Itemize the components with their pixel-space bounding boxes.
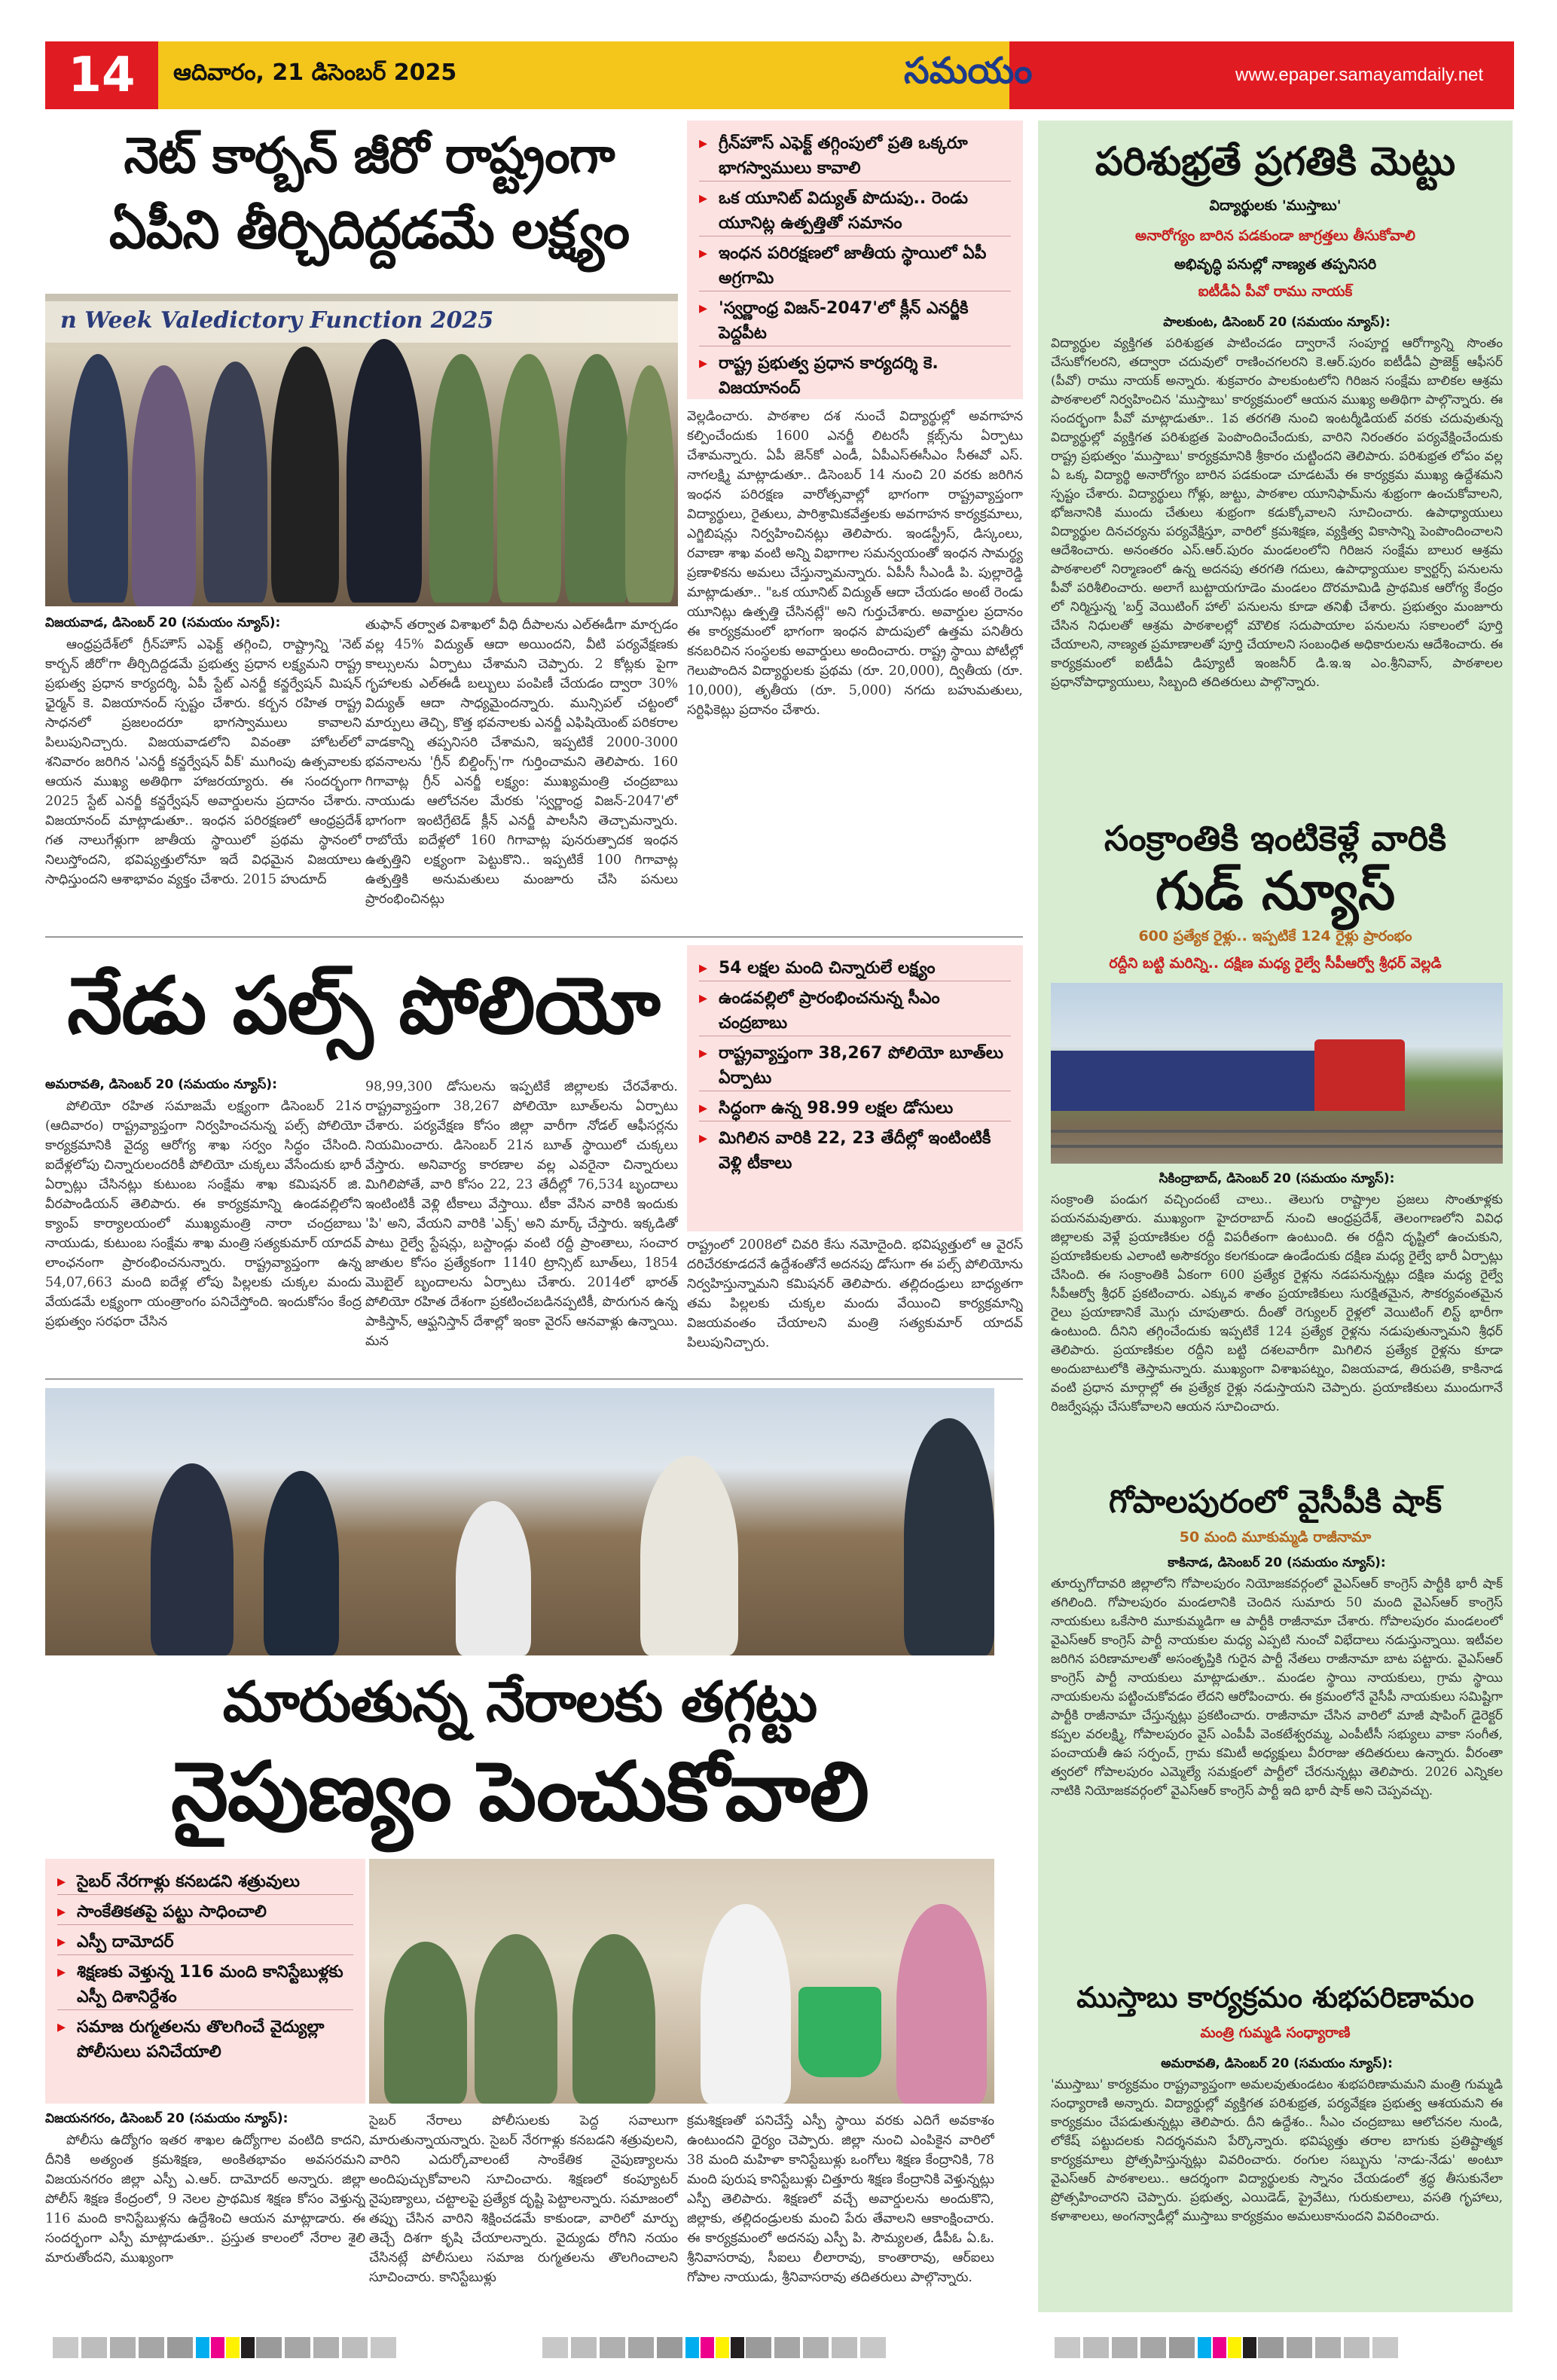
person-figure xyxy=(904,1418,994,1655)
train-engine xyxy=(1314,1039,1405,1111)
grey-patch xyxy=(371,2337,396,2358)
grey-patch xyxy=(167,2337,193,2358)
grey-patch xyxy=(256,2337,282,2358)
grey-patch xyxy=(1287,2337,1312,2358)
right-story4-headline: ముస్తాబు కార్యక్రమం శుభపరిణామం xyxy=(1076,1981,1474,2014)
right-story2-headline: గుడ్ న్యూస్ xyxy=(1155,860,1396,922)
grey-patch xyxy=(1258,2337,1284,2358)
right-story1-sub1: విద్యార్థులకు 'ముస్తాబు' xyxy=(1209,197,1342,214)
cmyk-patch xyxy=(1243,2337,1256,2358)
highlight-item: ▸ ఒక యూనిట్ విద్యుత్ పొదుపు.. రెండు యూనిట్ల ఉత్పత్తితో సమానం xyxy=(699,186,1011,236)
right-story2-sub1: 600 ప్రత్యేక రైళ్లు.. ఇప్పటికే 124 రైళ్లు ప్రారంభం xyxy=(1138,928,1412,944)
right-story1-body: విద్యార్థుల వ్యక్తిగత పరిశుభ్రత పాటించడం ద్వారానే సంపూర్ణ ఆరోగ్యాన్ని సొంతం చేసుకోగలరని, తద్వారా చదువులో రాణించగలరని కె.ఆర్.పురం ఐటీడీఏ ప్రాజెక్ట్ ఆఫీసర్ (పీవో) రాము నాయక్ అన్నారు. శుక్రవారం పాలకుంటలోని గిరిజన సంక్షేమ బాలికల ఆశ్రమ పాఠశాలలో నిర్వహించిన 'ముస్తాబు' కార్యక్రమంలో ఆయన ముఖ్య అతిథిగా పాల్గొన్నారు. ఈ సందర్భంగా పీవో మాట్లాడుతూ.. 1వ తరగతి నుంచి ఇంటర్మీడియట్ వరకు చదువుతున్న విద్యార్థుల్లో వ్యక్తిగత పరిశుభ్రత పెంపొందించేందుకు, వారిని నిరంతరం పర్యవేక్షించేందుకు రాష్ట్ర ప్రభుత్వం 'ముస్తాబు' కార్యక్రమానికి శ్రీకారం చుట్టిందని తెలిపారు. పరిశుభ్రత లోపం వల్ల ఏ ఒక్క విద్యార్థి అనారోగ్యం బారిన పడకుండా చూడటమే ఈ కార్యక్రమ ముఖ్య ఉద్దేశమని స్పష్టం చేశారు. విద్యార్థులు గోళ్లు, జుట్టు, పాఠశాల యూనిఫామ్‌ను శుభ్రంగా ఉంచుకోవాలని, భోజనానికి ముందు చేతులు శుభ్రంగా కడుక్కోవాలని సూచించారు. ఉపాధ్యాయులు విద్యార్థుల దినచర్యను పర్యవేక్షిస్తూ, వారిలో క్రమశిక్షణ, వ్యక్తిత్వ వికాసాన్ని పెంపొందించాలని ఆదేశించారు. అనంతరం ఎస్.ఆర్.పురం మండలంలోని గిరిజన సంక్షేమ బాలుర ఆశ్రమ పాఠశాలలో నిర్మాణంలో ఉన్న అదనపు తరగతి గదులు, ఉపాధ్యాయుల క్వార్టర్స్ పనులను పీవో పరిశీలించారు. అలాగే బుట్టాయగూడెం మండలం దొరమామిడి ప్రాథమిక ఆరోగ్య కేంద్రం లో నిర్మిస్తున్న 'బర్త్ వెయిటింగ్ హాల్' పనులను కూడా తనిఖీ చేశారు. ప్రభుత్వం మంజూరు చేసిన నిధులతో ఆశ్రమ పాఠశాలల్లో మౌలిక సదుపాయాల పనులను సకాలంలో పూర్తి చేయాలని, నాణ్యత ప్రమాణాలతో పూర్తి చేయాలని సంబంధిత అధికారులను ఆదేశించారు. ఈ కార్యక్రమంలో ఐటీడీఏ డిప్యూటీ ఇంజనీర్ డి.ఇ.ఇ ఎం.శ్రీనివాస్, పాఠశాలల ప్రధానోపాధ్యాయులు, సిబ్బంది తదితరులు పాల్గొన్నారు. xyxy=(1051,336,1503,690)
highlight-item: ▸ ఇంధన పరిరక్షణలో జాతీయ స్థాయిలో ఏపీ అగ్రగామి xyxy=(699,241,1011,291)
right-story2-kicker: సంక్రాంతికి ఇంటికెళ్లే వారికి xyxy=(1104,818,1447,859)
right-story2-dateline: సికింద్రాబాద్, డిసెంబర్ 20 (సమయం న్యూస్): xyxy=(1159,1171,1395,1186)
story2-highlights xyxy=(687,945,1023,1231)
right-story3-headline: గోపాలపురంలో వైసీపీకి షాక్ xyxy=(1108,1483,1443,1520)
section-divider xyxy=(45,936,1023,938)
grey-patch xyxy=(53,2337,78,2358)
right-story2-body: సంక్రాంతి పండుగ వచ్చిందంటే చాలు.. తెలుగు రాష్ట్రాల ప్రజలు సొంతూళ్లకు పయనమవుతారు. ముఖ్యంగా హైదరాబాద్ నుంచి ఆంధ్రప్రదేశ్, తెలంగాణలోని వివిధ జిల్లాలకు వెళ్లే ప్రయాణికుల రద్దీ విపరీతంగా ఉంటుంది. ఈ రద్దీని దృష్టిలో ఉంచుకుని, ప్రయాణికులకు ఎలాంటి అసౌకర్యం కలగకుండా ఉండేందుకు దక్షిణ మధ్య రైల్వే భారీ ఏర్పాట్లు చేసింది. ఈ సంక్రాంతికి ఏకంగా 600 ప్రత్యేక రైళ్లను నడపనున్నట్లు దక్షిణ మధ్య రైల్వే సీపీఆర్వో శ్రీధర్ ప్రకటించారు. ఎక్కువ శాతం ప్రయాణికులు సురక్షితమైన, సౌకర్యవంతమైన రైలు ప్రయాణానికే మొగ్గు చూపుతారు. దీంతో రెగ్యులర్ రైళ్లలో వెయిటింగ్ లిస్ట్ భారీగా ఉంటుంది. దీనిని తగ్గించేందుకు ఇప్పటికే 124 ప్రత్యేక రైళ్లను నడుపుతున్నామని శ్రీధర్ తెలిపారు. ప్రయాణికుల రద్దీని బట్టి దశలవారీగా మిగిలిన ప్రత్యేక రైళ్లను కూడా అందుబాటులోకి తెస్తామన్నారు. ముఖ్యంగా విశాఖపట్నం, విజయవాడ, తిరుపతి, కాకినాడ వంటి ప్రధాన మార్గాల్లో ఈ ప్రత్యేక రైళ్లు నడుస్తాయని చెప్పారు. ప్రయాణికులు ముందుగానే రిజర్వేషన్లు చేసుకోవాలని ఆయన సూచించారు. xyxy=(1051,1192,1503,1414)
grey-patch xyxy=(1344,2337,1369,2358)
story3-headline-line1: మారుతున్న నేరాలకు తగ్గట్టు xyxy=(222,1670,817,1735)
grey-patch xyxy=(342,2337,368,2358)
story2-column-3: రాష్ట్రంలో 2008లో చివరి కేసు నమోదైంది. భవిష్యత్తులో ఆ వైరస్ దరిచేరకూడదనే ఉద్దేశంతోనే అదనపు డోసుగా ఈ పల్స్ పోలియోను నిర్వహిస్తున్నామని కమిషనర్ తెలిపారు. తల్లిదండ్రులు బాధ్యతగా తమ పిల్లలకు చుక్కల మందు వేయించి కార్యక్రమాన్ని విజయవంతం చేయాలని మంత్రి సత్యకుమార్ యాదవ్ పిలుపునిచ్చారు. xyxy=(687,1237,1023,1350)
cmyk-patch xyxy=(701,2337,714,2358)
story3-dateline: విజయనగరం, డిసెంబర్ 20 (సమయం న్యూస్): xyxy=(45,2111,289,2126)
grey-patch xyxy=(285,2337,310,2358)
person-figure xyxy=(625,365,674,603)
right-story3-dateline: కాకినాడ, డిసెంబర్ 20 (సమయం న్యూస్): xyxy=(1168,1555,1386,1570)
cmyk-patch xyxy=(1198,2337,1211,2358)
highlight-item: ▸ 54 లక్షల మంది చిన్నారులే లక్ష్యం xyxy=(699,956,1011,981)
grey-patch xyxy=(860,2337,886,2358)
highlight-item: ▸ సాంకేతికతపై పట్టు సాధించాలి xyxy=(57,1899,353,1925)
story1-headline-line1: నెట్ కార్బన్ జీరో రాష్ట్రంగా xyxy=(124,127,615,185)
story3-column-3: క్రమశిక్షణతో పనిచేస్తే ఎస్పీ స్థాయి వరకు ఎదిగే అవకాశం ఉంటుందని ధైర్యం చెప్పారు. జిల్లా నుంచి ఎంపికైన వారిలో 38 మంది మహిళా కానిస్టేబుళ్లు ఒంగోలు శిక్షణ కేంద్రానికి, 78 మంది పురుష కానిస్టేబుళ్లు చిత్తూరు శిక్షణ కేంద్రానికి వెళ్తున్నట్లు ఎస్పీ తెలిపారు. శిక్షణలో వచ్చే అవార్డులను అందుకొని, జిల్లాకు, తల్లిదండ్రులకు మంచి పేరు తేవాలని ఆకాంక్షించారు. ఈ కార్యక్రమంలో అదనపు ఎస్పీ పి. సౌమ్యలత, డీపీఓ ఏ.ఓ. శ్రీనివాసరావు, సీఐలు లీలారావు, కాంతారావు, ఆర్ఐలు గోపాల నాయుడు, శ్రీనివాసరావు తదితరులు పాల్గొన్నారు. xyxy=(687,2113,994,2285)
story1-column-2: తుఫాన్ తర్వాత విశాఖలో వీధి దీపాలను ఎల్ఈడీగా మార్చడం వల్ల 45% విద్యుత్ ఆదా అయిందని, వీటి పర్యవేక్షణకు కాల్సులను ఏర్పాటు చేశామని చెప్పారు. 2 కోట్లకు పైగా గృహాలకు ఎల్ఈడీ బల్బులు పంపిణీ చేయడం ద్వారా 30% విద్యుత్ ఆదా సాధ్యమైందన్నారు. మున్సిపల్ చట్టంలో మార్పులు తెచ్చి, కొత్త భవనాలకు ఎనర్జీ ఎఫిషియెంట్ పరికరాల వాడకాన్ని తప్పనిసరి చేశామని, ఇప్పటికే 2000-3000 భవనాలను 'గ్రీన్ బిల్డింగ్స్'గా గుర్తించామని తెలిపారు. 160 గిగావాట్ల గ్రీన్ ఎనర్జీ లక్ష్యం: ముఖ్యమంత్రి చంద్రబాబు నాయుడు ఆలోచనల మేరకు 'స్వర్ణాంధ్ర విజన్-2047'లో భాగంగా ఇంటిగ్రేటెడ్ క్లీన్ ఎనర్జీ పాలసీని తెచ్చామన్నారు. రాబోయే ఐదేళ్లలో 160 గిగావాట్ల పునరుత్పాదక ఇంధన ఉత్పత్తిని లక్ష్యంగా పెట్టుకొని.. ఇప్పటికే 100 గిగావాట్ల ఉత్పత్తికి అనుమతులు మంజూరు చేసి పనులు ప్రారంభించినట్లు xyxy=(365,618,678,907)
story3-column-1: పోలీసు ఉద్యోగం ఇతర శాఖల ఉద్యోగాల వంటిది కాదని, దీనికి అత్యంత క్రమశిక్షణ, అంకితభావం అవసరమని విజయనగరం జిల్లా ఎస్పీ ఎ.ఆర్. దామోదర్ అన్నారు. జిల్లా పోలీస్ శిక్షణ కేంద్రంలో, 9 నెలల ప్రాథమిక శిక్షణ కోసం వెళ్తున్న 116 మంది కానిస్టేబుళ్లను ఉద్దేశించి ఆయన మాట్లాడారు. ఈ సందర్భంగా ఎస్పీ మాట్లాడుతూ.. ప్రస్తుత కాలంలో నేరాల శైలి మారుతోందని, ముఖ్యంగా xyxy=(45,2133,365,2266)
grey-patch xyxy=(746,2337,771,2358)
grey-patch xyxy=(571,2337,597,2358)
rail-track xyxy=(1051,1130,1503,1133)
rail-track xyxy=(1051,1145,1503,1148)
train-photo xyxy=(1051,983,1503,1164)
person-figure xyxy=(497,354,561,603)
person-figure xyxy=(701,1904,791,2104)
grey-patch xyxy=(774,2337,800,2358)
grey-patch xyxy=(1169,2337,1195,2358)
story1-photo xyxy=(45,294,678,606)
right-story3-body: తూర్పుగోదావరి జిల్లాలోని గోపాలపురం నియోజకవర్గంలో వైఎస్ఆర్ కాంగ్రెస్ పార్టీకి భారీ షాక్ తగిలింది. గోపాలపురం మండలానికి చెందిన సుమారు 50 మంది వైఎస్ఆర్ కాంగ్రెస్ నాయకులు ఒకేసారి మూకుమ్మడిగా ఆ పార్టీకి రాజీనామా చేశారు. గోపాలపురం మండలంలో వైఎస్ఆర్ కాంగ్రెస్ పార్టీ నాయకుల మధ్య ఎప్పటి నుంచో విభేదాలు నడుస్తున్నాయి. ఇటీవల జరిగిన పరిణామాలతో అసంతృప్తికి గురైన పార్టీ నేతలు రాజీనామా బాట పట్టారు. వైఎస్ఆర్ కాంగ్రెస్ పార్టీ నాయకులు మాట్లాడుతూ.. మండల స్థాయి నాయకులు, గ్రామ స్థాయి నాయకులను పట్టించుకోవడం లేదని ఆరోపించారు. ఈ క్రమంలోనే వైసీపీ నాయకులు సమిష్టిగా పార్టీకి రాజీనామా చేస్తున్నట్లు ప్రకటించారు. రాజీనామా చేసిన వారిలో మాజీ షాపింగ్ డైరెక్టర్ కప్పల వరలక్ష్మి, గోపాలపురం వైస్ ఎంపీపీ వెంకటేశ్వరమ్మ, ఎంపీటీసీ సభ్యులు వాకా సంగీత, పంచాయతీ ఉప సర్పంచ్, గ్రామ కమిటీ అధ్యక్షులు వీరరాజు తదితరులు ఉన్నారు. వీరంతా త్వరలో గోపాలపురం ఎమ్మెల్యే సమక్షంలో పార్టీలో చేరనున్నట్లు తెలిపారు. 2026 ఎన్నికల నాటికి నియోజకవర్గంలో వైఎస్ఆర్ కాంగ్రెస్ పార్టీ ఇది భారీ షాక్ అని చెప్పవచ్చు. xyxy=(1051,1576,1503,1799)
person-figure xyxy=(68,354,128,603)
right-story1-sub2: అనారోగ్యం బారిన పడకుండా జాగ్రత్తలు తీసుకోవాలి xyxy=(1135,227,1415,244)
story1-dateline: విజయవాడ, డిసెంబర్ 20 (సమయం న్యూస్): xyxy=(45,615,281,630)
person-figure xyxy=(203,362,267,603)
person-figure xyxy=(896,1904,987,2104)
story1-headline-line2: ఏపీని తీర్చిదిద్దడమే లక్ష్యం xyxy=(108,199,630,261)
story2-column-1: పోలియో రహిత సమాజమే లక్ష్యంగా డిసెంబర్ 21న (ఆదివారం) రాష్ట్రవ్యాప్తంగా నిర్వహించనున్న పల్స్ పోలియో కార్యక్రమానికి వైద్య ఆరోగ్య శాఖ సర్వం సిద్ధం చేసింది. ఐదేళ్లలోపు చిన్నారులందరికీ పోలియో చుక్కలు వేసేందుకు భారీ ఏర్పాట్లు చేసినట్లు కుటుంబ సంక్షేమ శాఖ కమిషనర్ జి. వీరపాండియన్ తెలిపారు. ఈ కార్యక్రమాన్ని ఉండవల్లిలోని క్యాంప్ కార్యాలయంలో ముఖ్యమంత్రి నారా చంద్రబాబు నాయుడు, కుటుంబ సంక్షేమ శాఖ మంత్రి సత్యకుమార్ యాదవ్ లాంఛనంగా ప్రారంభించనున్నారు. రాష్ట్రవ్యాప్తంగా ఉన్న 54,07,663 మంది ఐదేళ్ల లోపు పిల్లలకు చుక్కల మందు వేయడమే లక్ష్యంగా యంత్రాంగం పనిచేస్తోంది. ఇందుకోసం కేంద్ర ప్రభుత్వం సరఫరా చేసిన xyxy=(45,1099,362,1329)
person-figure xyxy=(565,354,629,603)
person-figure xyxy=(456,1501,531,1655)
cmyk-patch xyxy=(716,2337,729,2358)
story3-headline-line2: నైపుణ్యం పెంచుకోవాలి xyxy=(171,1745,869,1839)
grey-patch xyxy=(81,2337,107,2358)
person-figure xyxy=(640,1456,738,1655)
cmyk-patch xyxy=(685,2337,699,2358)
right-story2-sub2: రద్దీని బట్టి మరిన్ని.. దక్షిణ మధ్య రైల్వే సీపీఆర్వో శ్రీధర్ వెల్లడి xyxy=(1109,955,1442,972)
right-story3-sub1: 50 మంది మూకుమ్మడి రాజీనామా xyxy=(1179,1529,1372,1545)
person-figure xyxy=(264,1471,339,1655)
issue-date: ఆదివారం, 21 డిసెంబర్ 2025 xyxy=(173,60,457,86)
section-divider xyxy=(45,1378,1023,1380)
cmyk-patch xyxy=(1228,2337,1241,2358)
person-figure xyxy=(384,1942,467,2104)
cmyk-patch xyxy=(196,2337,209,2358)
story2-column-2: 98,99,300 డోసులను ఇప్పటికే జిల్లాలకు చేరవేశారు. రాష్ట్రవ్యాప్తంగా 38,267 పోలియో బూత్‌లను ఏర్పాటు చేశారు. పర్యవేక్షణ కోసం జిల్లా వారీగా నోడల్ ఆఫీసర్లను నియమించారు. డిసెంబర్ 21న బూత్ స్థాయిలో చుక్కలు వేస్తారు. అనివార్య కారణాల వల్ల ఎవరైనా చిన్నారులు మిగిలిపోతే, వారి కోసం 22, 23 తేదీల్లో 76,534 బృందాలు ఇంటింటికీ వెళ్లి టీకాలు వేస్తాయి. టీకా వేసిన వారికి ఇందుకు 'పి' అని, వేయని వారికి 'ఎక్స్' అని మార్క్ చేస్తారు. ఇక్కడితో పాటు రైల్వే స్టేషన్లు, బస్టాండ్లు వంటి రద్దీ ప్రాంతాలు, సంచార జాతుల కోసం ప్రత్యేకంగా 1140 ట్రాన్సిట్ బూత్‌లు, 1854 మొబైల్ బృందాలను ఏర్పాటు చేశారు. 2014లో భారత్ పోలియో రహిత దేశంగా ప్రకటించబడినప్పటికీ, పొరుగున ఉన్న పాకిస్తాన్, ఆఫ్ఘనిస్తాన్ దేశాల్లో ఇంకా వైరస్ ఆనవాళ్లు ఉన్నాయి. మన xyxy=(365,1079,678,1349)
person-figure xyxy=(347,339,422,603)
photo-banner-text: n Week Valedictory Function 2025 xyxy=(60,307,494,334)
highlight-item: ▸ మిగిలిన వారికి 22, 23 తేదీల్లో ఇంటింటికీ వెళ్లి టీకాలు xyxy=(699,1126,1011,1176)
cmyk-patch xyxy=(211,2337,224,2358)
grey-patch xyxy=(139,2337,164,2358)
cmyk-patch xyxy=(1213,2337,1226,2358)
highlight-item: ▸ రాష్ట్రవ్యాప్తంగా 38,267 పోలియో బూత్‌లు ఏర్పాటు xyxy=(699,1041,1011,1091)
highlight-item: ▸ సైబర్ నేరగాళ్లు కనబడని శత్రువులు xyxy=(57,1869,353,1895)
grey-patch xyxy=(313,2337,339,2358)
story2-headline: నేడు పల్స్ పోలియో xyxy=(67,960,660,1051)
story1-column-3: వెల్లడించారు. పాఠశాల దశ నుంచే విద్యార్థుల్లో అవగాహన కల్పించేందుకు 1600 ఎనర్జీ లిటరసీ క్లబ్స్‌ను ఏర్పాటు చేశామన్నారు. ఏపీ జెన్‌కో ఎండీ, ఏపీఎస్ఈసీఎం సీఈవో ఎస్. నాగలక్ష్మి మాట్లాడుతూ.. డిసెంబర్ 14 నుంచి 20 వరకు జరిగిన ఇంధన పరిరక్షణ వారోత్సవాల్లో భాగంగా రాష్ట్రవ్యాప్తంగా విద్యార్థులు, రైతులు, పారిశ్రామికవేత్తలకు అవగాహన కార్యక్రమాలు, ఎగ్జిబిషన్లు నిర్వహించినట్లు తెలిపారు. ఇండస్ట్రీస్, డిస్కంలు, రవాణా శాఖ వంటి అన్ని విభాగాల సమన్వయంతో ఇంధన సామర్థ్య ప్రణాళికను అమలు చేస్తున్నామన్నారు. ఏపీసీ సీఎండీ పి. పుల్లారెడ్డి మాట్లాడుతూ.. "ఒక యూనిట్ విద్యుత్ ఆదా చేయడం అంటే రెండు యూనిట్లు ఉత్పత్తి చేసినట్లే" అని గుర్తుచేశారు. అవార్డుల ప్రదానం ఈ కార్యక్రమంలో భాగంగా ఇంధన పొదుపులో ఉత్తమ పనితీరు కనబరిచిన సంస్థలకు అవార్డులు అందించారు. రాష్ట్ర స్థాయి పోటీల్లో గెలుపొందిన విద్యార్థులకు ప్రథమ (రూ. 20,000), ద్వితీయ (రూ. 10,000), తృతీయ (రూ. 5,000) నగదు బహుమతులు, సర్టిఫికెట్లు ప్రదానం చేశారు. xyxy=(687,409,1023,718)
right-story1-headline: పరిశుభ్రతే ప్రగతికి మెట్టు xyxy=(1094,139,1456,185)
grey-patch xyxy=(542,2337,568,2358)
grey-patch xyxy=(628,2337,654,2358)
highlight-item: ▸ రాష్ట్ర ప్రభుత్వ ప్రధాన కార్యదర్శి కె. విజయానంద్ xyxy=(699,351,1011,401)
story1-highlights xyxy=(687,121,1023,399)
right-story1-sub4: ఐటీడీఏ పీవో రాము నాయక్ xyxy=(1198,283,1353,300)
cmyk-patch xyxy=(226,2337,240,2358)
grey-patch xyxy=(600,2337,625,2358)
grey-patch xyxy=(1140,2337,1166,2358)
green-bucket xyxy=(798,1987,881,2077)
right-story4-dateline: అమరావతి, డిసెంబర్ 20 (సమయం న్యూస్): xyxy=(1161,2056,1393,2071)
highlight-item: ▸ సిద్ధంగా ఉన్న 98.99 లక్షల డోసులు xyxy=(699,1096,1011,1121)
story1-column-1: ఆంధ్రప్రదేశ్‌లో గ్రీన్‌హౌస్ ఎఫెక్ట్ తగ్గించి, రాష్ట్రాన్ని 'నెట్ కార్బన్ జీరో'గా తీర్చిదిద్దడమే ప్రభుత్వ ప్రధాన లక్ష్యమని రాష్ట్ర ప్రభుత్వ ప్రధాన కార్యదర్శి, ఏపీ స్టేట్ ఎనర్జీ కన్జర్వేషన్ మిషన్ ఛైర్మన్ కె. విజయానంద్ స్పష్టం చేశారు. కర్బన రహిత రాష్ట్ర సాధనలో ప్రజలందరూ భాగస్వాములు కావాలని పిలుపునిచ్చారు. విజయవాడలోని వివంతా హోటల్‌లో శనివారం జరిగిన 'ఎనర్జీ కన్జర్వేషన్ వీక్' ముగింపు ఉత్సవాలకు ఆయన ముఖ్య అతిథిగా హాజరయ్యారు. ఈ సందర్భంగా 2025 స్టేట్ ఎనర్జీ కన్జర్వేషన్ అవార్డులను ప్రదానం చేశారు. విజయానంద్ మాట్లాడుతూ.. ఇంధన పరిరక్షణలో ఆంధ్రప్రదేశ్ గత నాలుగేళ్లుగా జాతీయ స్థాయిలో ప్రథమ స్థానంలో నిలుస్తోందని, భవిష్యత్తులోనూ ఇదే విధమైన విజయాలు సాధిస్తుందని ఆశాభావం వ్యక్తం చేశారు. 2015 హుదూద్ xyxy=(45,637,362,887)
highlight-item: ▸ 'స్వర్ణాంధ్ర విజన్-2047'లో క్లీన్ ఎనర్జీకి పెద్దపీట xyxy=(699,296,1011,346)
grey-patch xyxy=(1372,2337,1398,2358)
story3-site-photo xyxy=(45,1388,994,1655)
train-coaches xyxy=(1051,1051,1322,1111)
epaper-url[interactable]: www.epaper.samayamdaily.net xyxy=(1235,65,1484,85)
person-figure xyxy=(271,346,339,603)
person-figure xyxy=(572,1934,655,2104)
right-story4-body: 'ముస్తాబు' కార్యక్రమం రాష్ట్రవ్యాప్తంగా అమలవుతుండటం శుభపరిణామమని మంత్రి గుమ్మడి సంధ్యారాణి అన్నారు. విద్యార్థుల్లో వ్యక్తిగత పరిశుభ్రత, పర్యవేక్షణ ప్రభుత్వ ఆశయమని ఈ కార్యక్రమం చేపడుతున్నట్లు తెలిపారు. దీని ఉద్దేశం.. సీఎం చంద్రబాబు ఆలోచనల నుండి, లోకేష్ పట్టుదలకు నిదర్శనమని పేర్కొన్నారు. భవిష్యత్తు తరాల బాగుకు ప్రతిష్టాత్మక కార్యక్రమాలు ప్రోత్సహిస్తున్నట్లు వివరించారు. రంగుల సబ్బును 'నాడు-నేడు' అంటూ వైఎస్ఆర్ పాఠశాలలు.. ఆదర్శంగా విద్యార్థులకు స్నానం చేయడంలో శ్రద్ధ తీసుకునేలా ప్రోత్సహించారని చెప్పారు. ప్రభుత్వ, ఎయిడెడ్, ప్రైవేటు, గురుకులాలు, వసతి గృహాలు, కళాశాలలు, అంగన్వాడీల్లో ముస్తాబు కార్యక్రమం అమలుకానుందని వివరించారు. xyxy=(1051,2077,1503,2224)
grey-patch xyxy=(1055,2337,1080,2358)
story3-training-photo xyxy=(369,1859,994,2104)
page-number: 14 xyxy=(45,41,158,109)
photo-banner xyxy=(45,301,678,343)
grey-patch xyxy=(110,2337,136,2358)
person-figure xyxy=(151,1463,234,1655)
highlight-item: ▸ ఎస్పీ దామోదర్ xyxy=(57,1930,353,1955)
story3-highlights xyxy=(45,1859,365,2104)
right-story1-dateline: పాలకుంట, డిసెంబర్ 20 (సమయం న్యూస్): xyxy=(1163,315,1391,330)
right-story1-sub3: అభివృద్ధి పనుల్లో నాణ్యత తప్పనిసరి xyxy=(1174,256,1377,273)
grey-patch xyxy=(803,2337,829,2358)
grey-patch xyxy=(657,2337,682,2358)
cmyk-patch xyxy=(241,2337,255,2358)
story2-dateline: అమరావతి, డిసెంబర్ 20 (సమయం న్యూస్): xyxy=(45,1077,277,1092)
person-figure xyxy=(429,354,493,603)
story3-column-2: సైబర్ నేరాలు పోలీసులకు పెద్ద సవాలుగా మారుతున్నాయన్నారు. సైబర్ నేరగాళ్లు కనబడని శత్రువులని, వారిని ఎదుర్కోవాలంటే సాంకేతిక నైపుణ్యాలను అందిపుచ్చుకోవాలని సూచించారు. శిక్షణలో కంప్యూటర్ నైపుణ్యాలు, చట్టాలపై ప్రత్యేక దృష్టి పెట్టాలన్నారు. సమాజంలో తప్పు చేసిన వారిని శిక్షించడమే కాకుండా, వారిలో మార్పు తెచ్చే దిశగా కృషి చేయాలన్నారు. వైద్యుడు రోగిని నయం చేసినట్లే పోలీసులు సమాజ రుగ్మతలను తొలగించాలని సూచించారు. కానిస్టేబుళ్లు xyxy=(369,2113,678,2285)
highlight-item: ▸ గ్రీన్‌హౌస్ ఎఫెక్ట్ తగ్గింపులో ప్రతి ఒక్కరూ భాగస్వాములు కావాలి xyxy=(699,131,1011,182)
person-figure xyxy=(132,365,196,606)
highlight-item: ▸ శిక్షణకు వెళ్తున్న 116 మంది కానిస్టేబుళ్లకు ఎస్పీ దిశానిర్దేశం xyxy=(57,1960,353,2010)
grey-patch xyxy=(832,2337,857,2358)
masthead-logo: సమయం xyxy=(904,50,1033,92)
highlight-item: ▸ సమాజ రుగ్మతలను తొలగించే వైద్యుల్లా పోలీసులు పనిచేయాలి xyxy=(57,2015,353,2064)
cmyk-patch xyxy=(731,2337,744,2358)
grey-patch xyxy=(1315,2337,1341,2358)
grey-patch xyxy=(1112,2337,1137,2358)
highlight-item: ▸ ఉండవల్లిలో ప్రారంభించనున్న సీఎం చంద్రబాబు xyxy=(699,986,1011,1036)
right-story4-sub1: మంత్రి గుమ్మడి సంధ్యారాణి xyxy=(1200,2025,1351,2041)
grey-patch xyxy=(1083,2337,1109,2358)
person-figure xyxy=(475,1934,557,2104)
